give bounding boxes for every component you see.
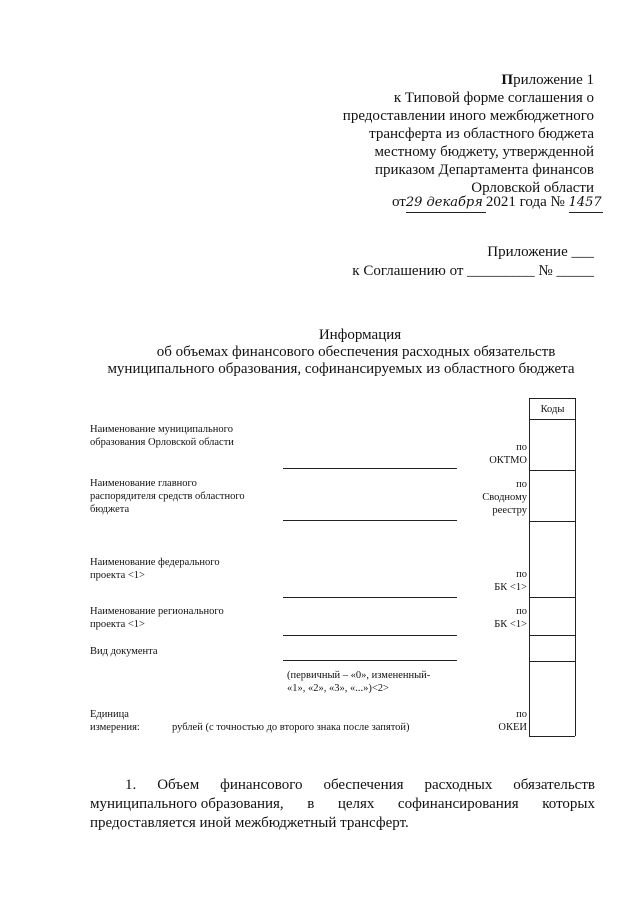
code-label: по [516,479,527,490]
heading-line: об объемах финансового обеспечения расходных обязательств [156,344,556,360]
appendix-line: Орловской области [471,180,594,196]
code-label: Сводному [482,492,527,503]
doc-type-note: (первичный – «0», измененный- [287,670,431,681]
field-line [283,597,457,598]
paragraph-word: Объем [157,777,200,793]
codes-divider [529,419,575,420]
paragraph-word: целях [337,796,375,812]
appendix-line: местному бюджету, утвержденной [374,144,594,160]
codes-bottom-border [529,736,575,737]
handwritten-date: 29 декабря [406,194,486,213]
paragraph-line [90,795,595,813]
appendix-line: к Типовой форме соглашения о [393,90,594,106]
appendix-line: трансферта из областного бюджета [369,126,594,142]
codes-divider [529,635,575,636]
field-line [283,660,457,661]
codes-divider [529,521,575,522]
appendix-line: приказом Департамента финансов [374,162,594,178]
codes-divider [529,470,575,471]
code-label: ОКЕИ [498,722,527,733]
row-label: проекта <1> [90,619,145,630]
paragraph-word: обеспечения [323,777,404,793]
paragraph-word: финансового [220,777,303,793]
code-label: БК <1> [494,582,527,593]
date-prefix: от [392,194,406,210]
row-label: проекта <1> [90,570,145,581]
code-label: по [516,569,527,580]
appendix-title: Приложение 1 [501,72,594,88]
code-label: ОКТМО [489,455,527,466]
paragraph-word: расходных [424,777,493,793]
heading-title: Информация [318,327,402,343]
doc-type-note: «1», «2», «3», «...»)<2> [287,683,389,694]
date-year: 2021 года № [485,194,565,210]
codes-divider [529,597,575,598]
appendix-date-line [392,193,603,213]
appendix-line: предоставлении иного межбюджетного [342,108,594,124]
paragraph-word: софинансирования [397,796,519,812]
code-label: по [516,606,527,617]
code-label: по [516,709,527,720]
paragraph-word: которых [542,796,595,812]
paragraph-word: в [307,796,315,812]
unit-label: измерения: [90,722,140,733]
code-label: БК <1> [494,619,527,630]
unit-value: рублей (с точностью до второго знака после запятой) [172,722,410,733]
row-label: Наименование регионального [90,606,224,617]
handwritten-number: 1457 [569,194,603,213]
codes-divider [529,661,575,662]
field-line [283,468,457,469]
agreement-line: к Соглашению от _________ № _____ [352,263,594,279]
heading-line: муниципального образования, софинансируемых из областного бюджета [107,361,575,377]
codes-left-border [529,398,530,736]
row-label: Наименование федерального [90,557,220,568]
paragraph-line [125,776,595,794]
agreement-title: Приложение ___ [487,244,594,260]
paragraph-word: муниципального образования, [90,796,284,812]
codes-header: Коды [540,404,565,415]
row-label: Вид документа [90,646,158,657]
row-label: распорядителя средств областного [90,491,245,502]
row-label: бюджета [90,504,130,515]
paragraph-line: предоставляется иной межбюджетный трансферт. [90,815,409,831]
unit-label: Единица [90,709,129,720]
code-label: реестру [492,505,527,516]
code-label: по [516,442,527,453]
codes-right-border [575,398,576,736]
row-label: образования Орловской области [90,437,234,448]
paragraph-word: обязательств [513,777,595,793]
row-label: Наименование главного [90,478,197,489]
paragraph-number: 1. [125,777,137,793]
row-label: Наименование муниципального [90,424,233,435]
field-line [283,635,457,636]
field-line [283,520,457,521]
codes-top-border [529,398,575,399]
